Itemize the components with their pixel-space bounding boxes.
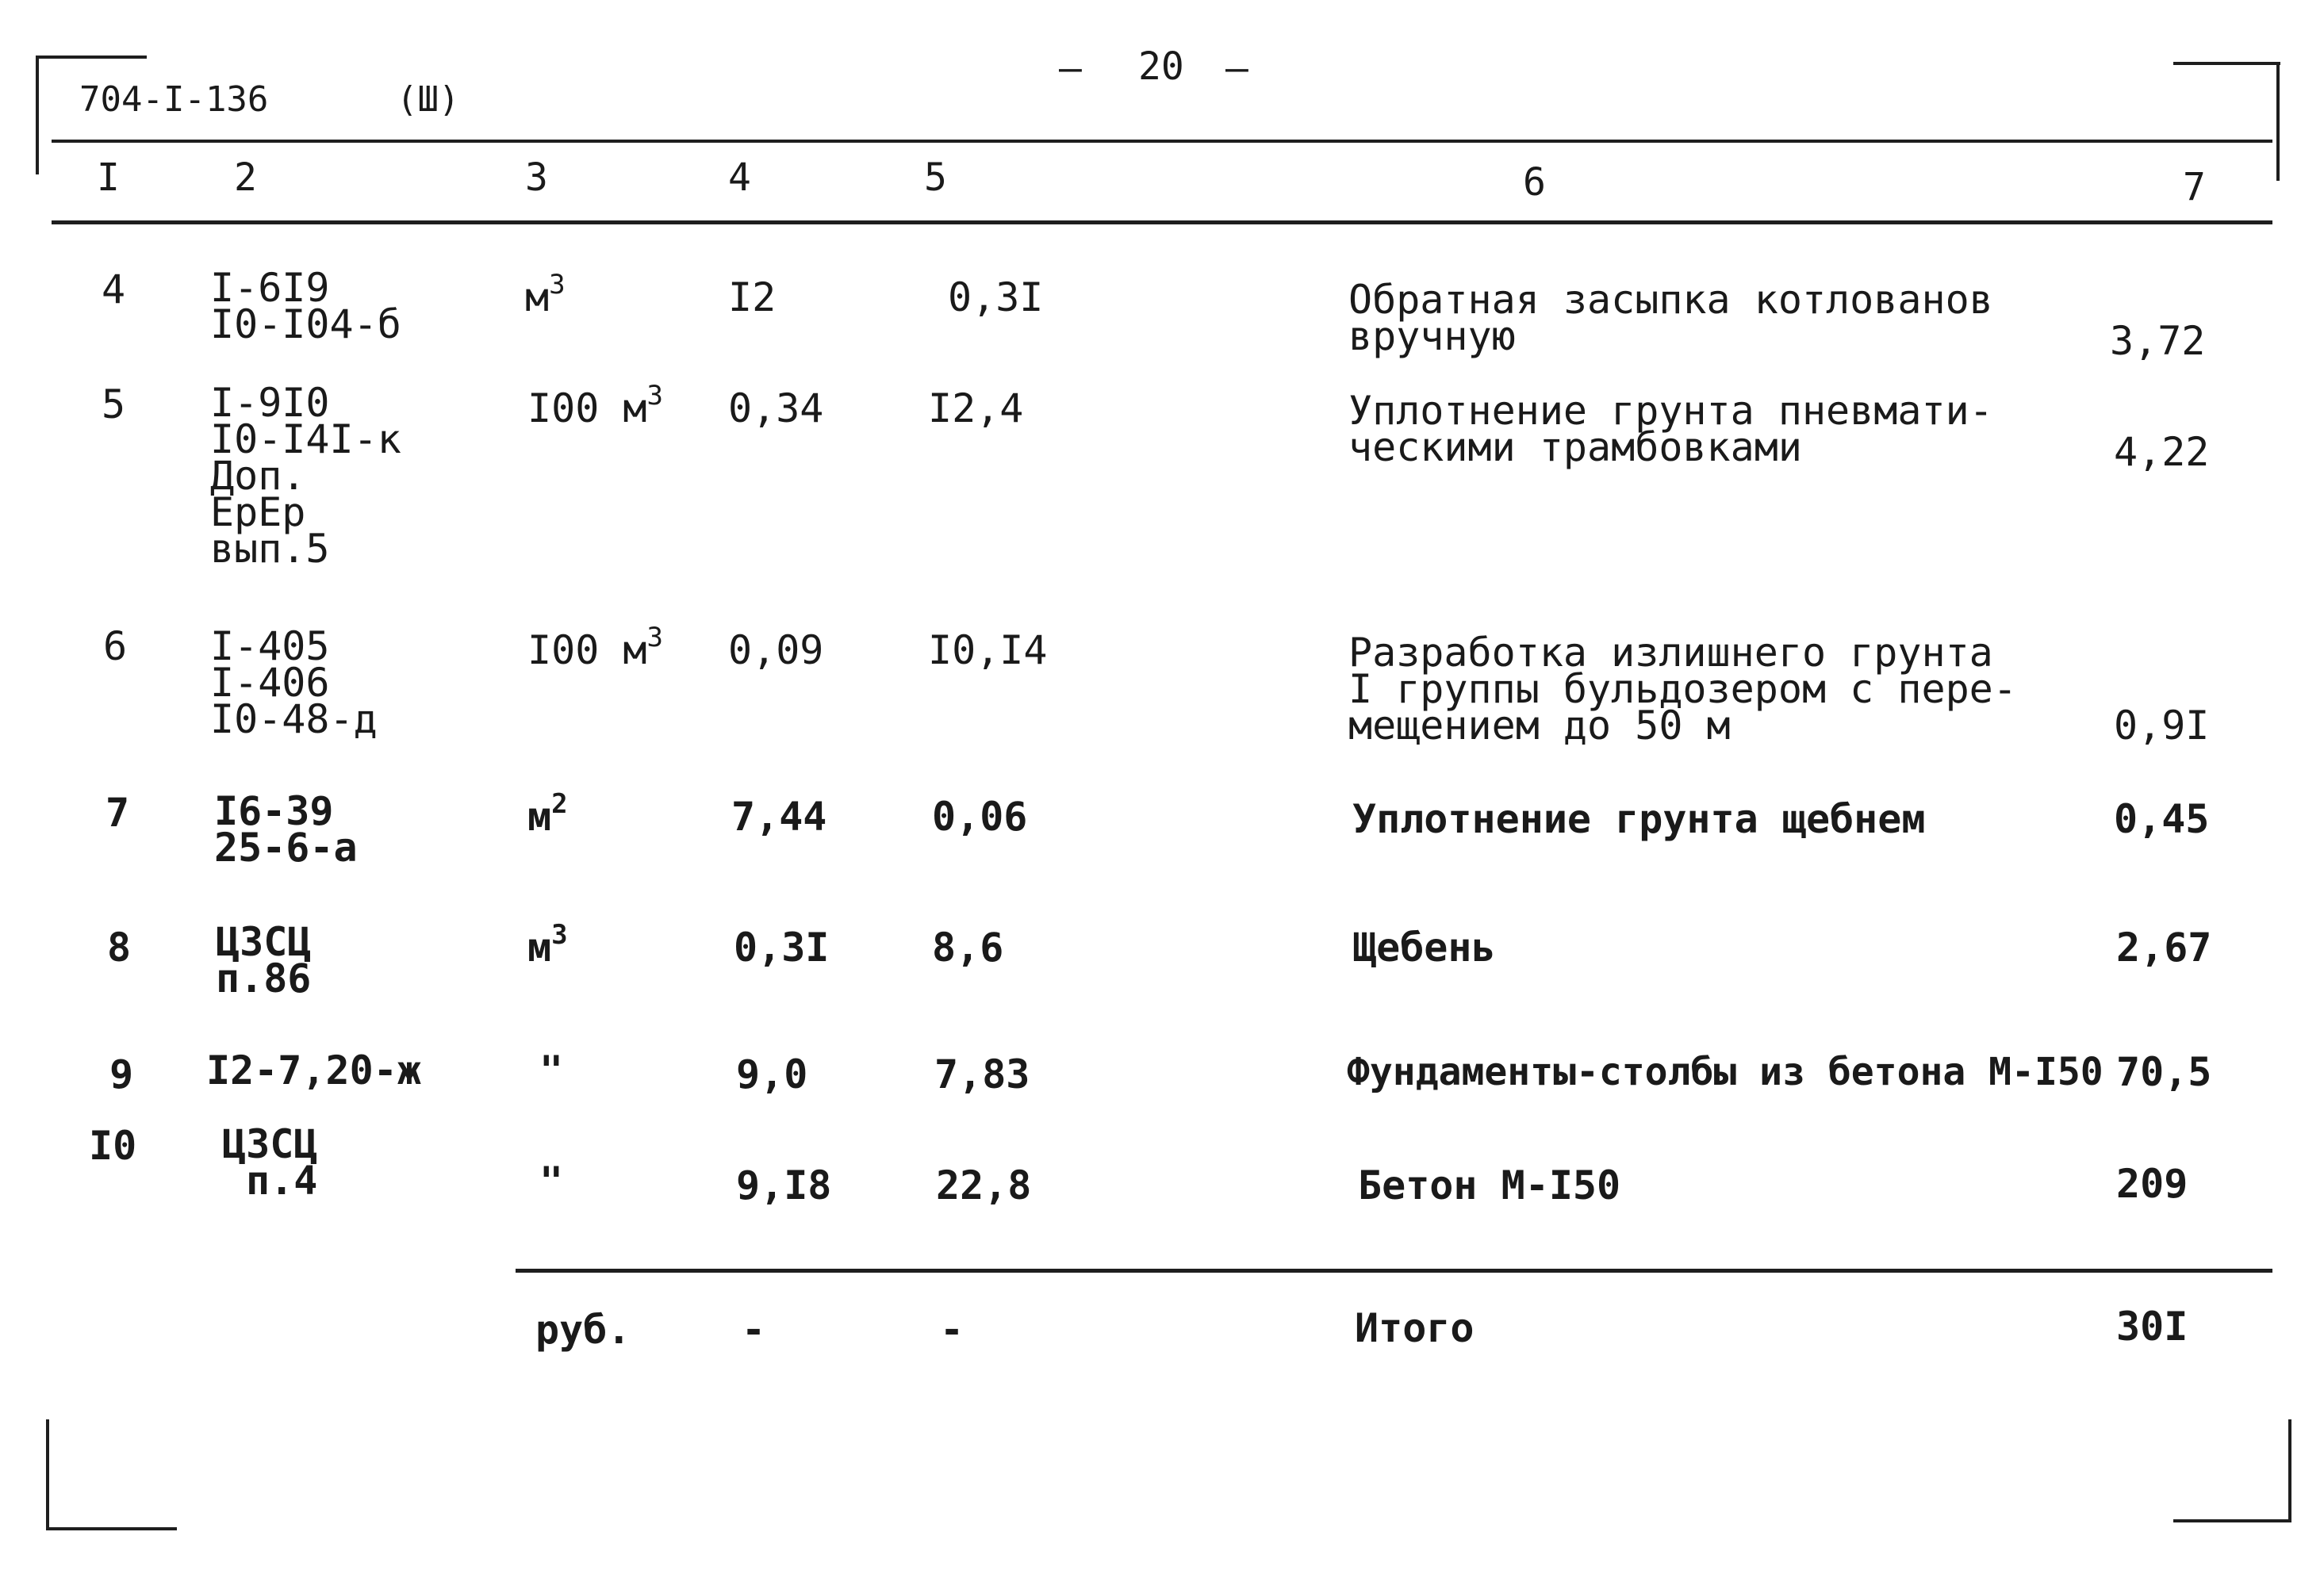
work-description: Фундаменты-столбы из бетона М-I50 bbox=[1347, 1050, 2103, 1094]
frame-left-top-tick bbox=[36, 56, 39, 174]
page-number-dash-right: — bbox=[1225, 46, 1248, 90]
norm-code: I0-48-д bbox=[210, 696, 378, 742]
column-header-2: 2 bbox=[234, 155, 257, 200]
norm-code: I0-I04-б bbox=[210, 301, 401, 347]
row-total: 3,72 bbox=[2110, 318, 2206, 364]
norm-code: вып.5 bbox=[210, 526, 330, 572]
row-number: I0 bbox=[89, 1123, 137, 1169]
quantity: 9,I8 bbox=[736, 1162, 832, 1208]
quantity: 9,0 bbox=[736, 1051, 808, 1097]
frame-left-bottom-tick bbox=[46, 1419, 49, 1530]
row-number: 9 bbox=[109, 1051, 134, 1097]
summary-quantity: - bbox=[742, 1307, 766, 1353]
frame-right-bottom-tick bbox=[2288, 1419, 2291, 1522]
unit-price: 8,6 bbox=[932, 925, 1004, 971]
header-bottom-rule bbox=[52, 220, 2272, 224]
column-header-6: 6 bbox=[1523, 160, 1546, 205]
norm-codes bbox=[210, 380, 401, 572]
row-total: 70,5 bbox=[2116, 1049, 2212, 1095]
description-line: I группы бульдозером с пере- bbox=[1348, 666, 2017, 712]
frame-top-right-rule bbox=[2173, 62, 2280, 65]
page-number: 20 bbox=[1138, 44, 1184, 89]
norm-code: ЕрЕр bbox=[210, 489, 306, 535]
header-top-rule bbox=[52, 140, 2272, 143]
unit-exponent: 3 bbox=[646, 380, 663, 412]
unit-exponent: 3 bbox=[646, 622, 663, 653]
norm-code: ЦЗСЦ bbox=[216, 919, 312, 965]
column-header-1: I bbox=[97, 155, 120, 200]
norm-code: ЦЗСЦ bbox=[222, 1121, 318, 1167]
page-number-dash-left: — bbox=[1059, 46, 1082, 90]
unit bbox=[525, 269, 566, 320]
norm-code: I-406 bbox=[210, 660, 330, 706]
row-total: 0,45 bbox=[2114, 796, 2210, 842]
norm-codes bbox=[222, 1121, 318, 1204]
norm-codes bbox=[210, 623, 378, 742]
unit-price: 0,3I bbox=[948, 274, 1044, 320]
row-total: 2,67 bbox=[2116, 925, 2212, 971]
unit bbox=[527, 788, 568, 840]
row-number: 4 bbox=[102, 266, 126, 312]
unit-price: 0,06 bbox=[932, 794, 1028, 840]
summary-price: - bbox=[940, 1307, 964, 1353]
description-line: мещением до 50 м bbox=[1348, 703, 1731, 749]
unit-exponent: 2 bbox=[551, 788, 568, 820]
unit-exponent: 3 bbox=[549, 269, 566, 301]
norm-codes bbox=[210, 265, 401, 347]
column-header-7: 7 bbox=[2183, 165, 2206, 209]
unit-text: " bbox=[539, 1158, 564, 1204]
work-description: Бетон М-I50 bbox=[1358, 1162, 1621, 1208]
unit bbox=[527, 919, 568, 971]
work-description: Уплотнение грунта щебнем bbox=[1352, 796, 1926, 842]
document-part: (Ш) bbox=[397, 79, 460, 120]
description-line: вручную bbox=[1348, 313, 1516, 359]
row-number: 6 bbox=[103, 623, 128, 669]
row-total: 209 bbox=[2116, 1161, 2188, 1207]
summary-total: 30I bbox=[2116, 1304, 2188, 1350]
unit-text: " bbox=[539, 1047, 564, 1093]
unit bbox=[527, 622, 663, 673]
norm-codes bbox=[214, 788, 358, 871]
work-description bbox=[1348, 630, 2017, 749]
unit-text: I00 м bbox=[527, 627, 647, 673]
row-number: 7 bbox=[105, 790, 130, 836]
unit bbox=[527, 380, 663, 431]
norm-code: I-405 bbox=[210, 623, 330, 669]
norm-code: п.86 bbox=[216, 956, 312, 1001]
unit-price: 7,83 bbox=[934, 1051, 1030, 1097]
norm-codes bbox=[216, 919, 312, 1001]
unit-text: I00 м bbox=[527, 385, 647, 431]
quantity: 0,3I bbox=[734, 925, 830, 971]
work-description: Щебень bbox=[1352, 925, 1496, 971]
row-total: 0,9I bbox=[2114, 703, 2210, 749]
norm-code: Доп. bbox=[210, 453, 306, 499]
unit-price: 22,8 bbox=[936, 1162, 1032, 1208]
norm-code: п.4 bbox=[246, 1158, 318, 1204]
norm-code: I-9I0 bbox=[210, 380, 330, 426]
summary-unit: руб. bbox=[535, 1307, 631, 1353]
row-number: 5 bbox=[102, 381, 126, 427]
description-line: Разработка излишнего грунта bbox=[1348, 630, 1993, 676]
norm-code: I2-7,20-ж bbox=[206, 1047, 421, 1093]
norm-code: I0-I4I-к bbox=[210, 416, 401, 462]
column-header-4: 4 bbox=[728, 155, 751, 200]
work-description bbox=[1348, 277, 1993, 359]
unit-price: I0,I4 bbox=[928, 627, 1048, 673]
column-header-5: 5 bbox=[924, 155, 947, 200]
frame-top-left-rule bbox=[36, 56, 147, 59]
description-line: Уплотнение грунта пневмати- bbox=[1348, 388, 1993, 434]
quantity: 0,09 bbox=[728, 627, 824, 673]
norm-code: I6-39 bbox=[214, 788, 334, 834]
unit-text: м bbox=[527, 794, 552, 840]
row-number: 8 bbox=[107, 925, 132, 971]
summary-label: Итого bbox=[1355, 1305, 1475, 1351]
quantity: I2 bbox=[728, 274, 777, 320]
column-header-3: 3 bbox=[525, 155, 548, 200]
unit bbox=[539, 1158, 564, 1204]
norm-code: 25-6-а bbox=[214, 825, 358, 871]
frame-bottom-right-rule bbox=[2173, 1519, 2291, 1522]
description-line: ческими трамбовками bbox=[1348, 424, 1802, 470]
description-line: Обратная засыпка котлованов bbox=[1348, 277, 1993, 323]
unit-exponent: 3 bbox=[551, 919, 568, 951]
frame-bottom-left-rule bbox=[46, 1527, 177, 1530]
summary-rule bbox=[516, 1269, 2272, 1273]
quantity: 7,44 bbox=[731, 794, 827, 840]
quantity: 0,34 bbox=[728, 385, 824, 431]
frame-right-top-tick bbox=[2276, 62, 2280, 181]
row-total: 4,22 bbox=[2114, 429, 2210, 475]
norm-code: I-6I9 bbox=[210, 265, 330, 311]
unit-text: м bbox=[525, 274, 550, 320]
unit-price: I2,4 bbox=[928, 385, 1024, 431]
unit-text: м bbox=[527, 925, 552, 971]
work-description bbox=[1348, 388, 1993, 470]
norm-codes bbox=[206, 1047, 421, 1093]
unit bbox=[539, 1047, 564, 1093]
document-code: 704-I-136 bbox=[79, 79, 269, 120]
